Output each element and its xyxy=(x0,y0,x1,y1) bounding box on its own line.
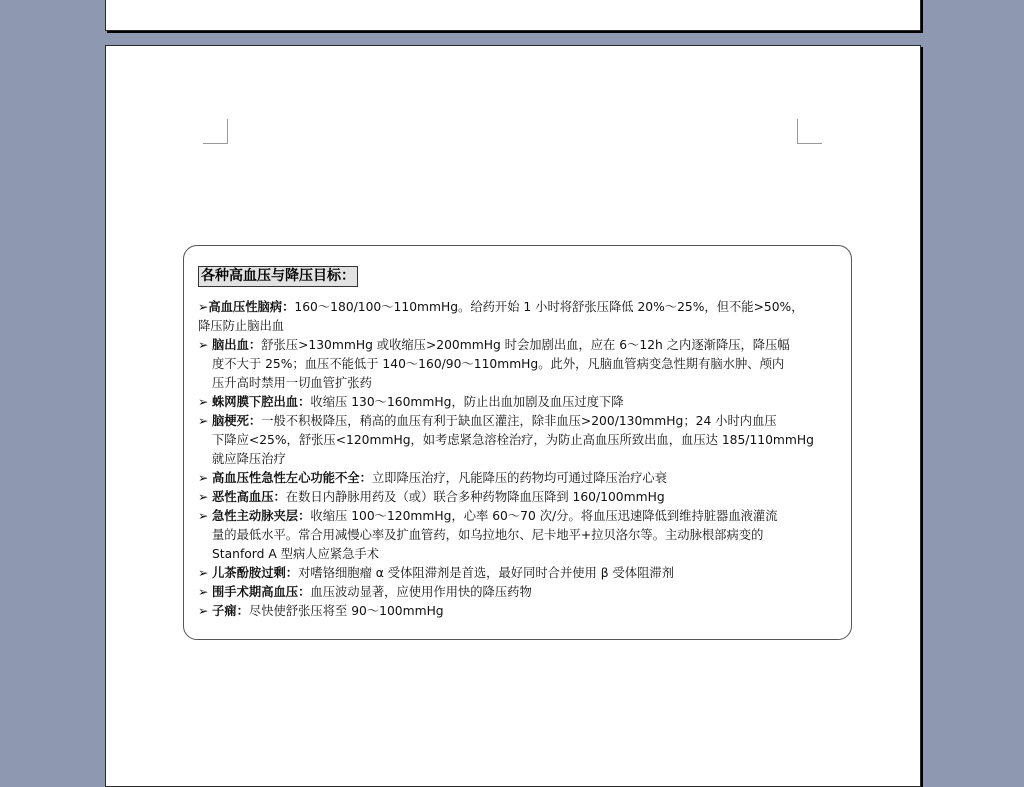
list-item-first-line xyxy=(212,564,846,583)
hypertension-targets-box xyxy=(183,245,852,640)
item-text: Stanford A 型病人应紧急手术 xyxy=(212,547,380,561)
item-text: 压升高时禁用一切血管扩张药 xyxy=(212,376,372,390)
list-item-first-line xyxy=(198,298,846,317)
previous-page xyxy=(105,0,921,31)
box-title: 各种高血压与降压目标： xyxy=(198,266,358,287)
arrow-bullet-icon: ➢ xyxy=(198,566,209,580)
item-term: 脑出血： xyxy=(212,338,262,352)
item-term: 围手术期高血压： xyxy=(212,585,311,599)
arrow-bullet-icon: ➢ xyxy=(198,414,209,428)
list-item-first-line xyxy=(212,412,846,431)
list-item-first-line xyxy=(212,393,846,412)
target-list xyxy=(198,298,846,621)
item-text: 度不大于 25%；血压不能低于 140～160/90～110mmHg。此外，凡脑血管病变急性期有脑水肿、颅内 xyxy=(212,357,785,371)
item-term: 高血压性脑病： xyxy=(208,300,295,314)
item-text: 对嗜铬细胞瘤 α 受体阻滞剂是首选，最好同时合并使用 β 受体阻滞剂 xyxy=(298,566,674,580)
item-text: 立即降压治疗，凡能降压的药物均可通过降压治疗心衰 xyxy=(371,471,668,485)
list-item-first-line xyxy=(212,336,846,355)
list-item xyxy=(198,469,846,488)
list-item xyxy=(198,393,846,412)
list-item xyxy=(198,298,846,336)
item-text: 160～180/100～110mmHg。给药开始 1 小时将舒张压降低 20%～25%，但不能>50%， xyxy=(294,300,804,314)
arrow-bullet-icon: ➢ xyxy=(198,300,209,314)
arrow-bullet-icon: ➢ xyxy=(198,338,209,352)
item-text: 收缩压 100～120mmHg，心率 60～70 次/分。将血压迅速降低到维持脏器血液灌流 xyxy=(310,509,778,523)
list-item-first-line xyxy=(212,602,846,621)
margin-crop-mark-left xyxy=(203,119,228,144)
item-term: 脑梗死： xyxy=(212,414,262,428)
list-item xyxy=(198,336,846,393)
document-page xyxy=(105,45,921,787)
item-text: 降压防止脑出血 xyxy=(198,319,285,333)
arrow-bullet-icon: ➢ xyxy=(198,509,209,523)
item-term: 恶性高血压： xyxy=(212,490,286,504)
item-text: 舒张压>130mmHg 或收缩压>200mmHg 时会加剧出血，应在 6～12h 之内逐渐降压，降压幅 xyxy=(261,338,790,352)
item-text: 在数日内静脉用药及（或）联合多种药物降血压降到 160/100mmHg xyxy=(285,490,665,504)
item-text: 收缩压 130～160mmHg，防止出血加剧及血压过度下降 xyxy=(310,395,624,409)
item-text: 尽快使舒张压将至 90～100mmHg xyxy=(248,604,444,618)
list-item xyxy=(198,412,846,469)
item-term: 儿茶酚胺过剩： xyxy=(212,566,299,580)
item-text: 量的最低水平。常合用减慢心率及扩血管药，如乌拉地尔、尼卡地平+拉贝洛尔等。主动脉根部病变的 xyxy=(212,528,764,542)
item-term: 急性主动脉夹层： xyxy=(212,509,311,523)
arrow-bullet-icon: ➢ xyxy=(198,471,209,485)
item-text: 就应降压治疗 xyxy=(212,452,286,466)
arrow-bullet-icon: ➢ xyxy=(198,585,209,599)
item-term: 高血压性急性左心功能不全： xyxy=(212,471,372,485)
list-item xyxy=(198,507,846,564)
arrow-bullet-icon: ➢ xyxy=(198,490,209,504)
list-item xyxy=(198,602,846,621)
margin-crop-mark-right xyxy=(797,119,822,144)
list-item-first-line xyxy=(212,469,846,488)
item-term: 子痫： xyxy=(212,604,249,618)
list-item xyxy=(198,583,846,602)
item-text: 一般不积极降压，稍高的血压有利于缺血区灌注，除非血压>200/130mmHg；24 小时内血压 xyxy=(261,414,777,428)
item-text: 下降应<25%，舒张压<120mmHg，如考虑紧急溶栓治疗，为防止高血压所致出血，血压达 185/110mmHg xyxy=(212,433,814,447)
list-item-first-line xyxy=(212,488,846,507)
item-text: 血压波动显著，应使用作用快的降压药物 xyxy=(310,585,532,599)
arrow-bullet-icon: ➢ xyxy=(198,604,209,618)
list-item xyxy=(198,488,846,507)
list-item-first-line xyxy=(212,583,846,602)
list-item xyxy=(198,564,846,583)
list-item-first-line xyxy=(212,507,846,526)
arrow-bullet-icon: ➢ xyxy=(198,395,209,409)
item-term: 蛛网膜下腔出血： xyxy=(212,395,311,409)
